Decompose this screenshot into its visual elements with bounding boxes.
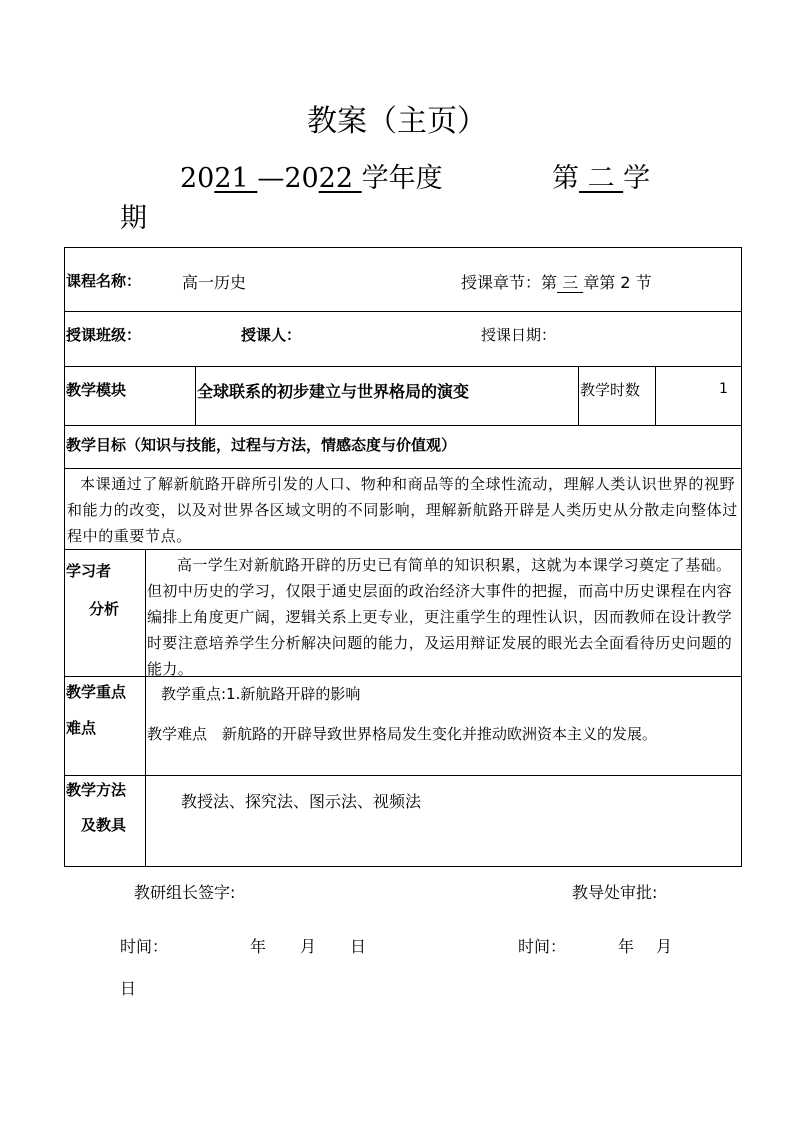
row-divider [65, 311, 741, 312]
year-suffix: 学年度 [361, 163, 443, 194]
chapter-label: 授课章节： [461, 273, 542, 292]
year-label-left: 年 [250, 937, 267, 956]
hours-value: 1 [719, 381, 728, 397]
year-label-right: 年 [618, 937, 635, 956]
year-end: 22 [318, 163, 362, 194]
course-value: 高一历史 [182, 273, 247, 292]
chapter-number: 三 [557, 273, 584, 292]
course-label: 课程名称： [66, 272, 142, 290]
year-start: 21 [214, 163, 258, 194]
day-label-left: 日 [350, 937, 367, 956]
row-divider [65, 549, 741, 550]
goals-text: 本课通过了解新航路开辟所引发的人口、物种和商品等的全球性流动，理解人类认识世界的视野和能力的改变，以及对世界各区域文明的不同影响，理解新航路开辟是人类历史从分散走向整体过程中的重要节点。 [67, 475, 738, 545]
col-divider [195, 366, 196, 425]
teacher-label: 授课人： [241, 326, 302, 344]
term-prefix: 第 [552, 163, 579, 194]
chapter-suffix: 章第 2 节 [583, 273, 652, 292]
row-divider [65, 366, 741, 367]
time-label-right: 时间： [518, 937, 567, 956]
learner-label-1: 学习者 [66, 562, 112, 580]
chapter [461, 270, 652, 293]
hours-label: 教学时数 [580, 381, 641, 399]
month-label-left: 月 [300, 937, 317, 956]
col-divider [145, 549, 146, 867]
key-label-2: 难点 [66, 719, 97, 737]
module-label: 教学模块 [66, 381, 127, 399]
date-label: 授课日期： [481, 326, 557, 344]
year-dash: —20 [257, 163, 319, 194]
page-title: 教案（主页） [307, 104, 487, 139]
module-value: 全球联系的初步建立与世界格局的演变 [197, 382, 470, 401]
term-wrap: 期 [120, 203, 147, 234]
row-divider [65, 468, 741, 469]
row-divider [65, 425, 741, 426]
term [552, 156, 650, 195]
learner-text: 高一学生对新航路开辟的历史已有简单的知识积累，这就为本课学习奠定了基础。但初中历史的学习，仅限于通史层面的政治经济大事件的把握，而高中历史课程在内容编排上角度更广阔，逻辑关系上更专业，更注重学生的理性认识，因而教师在设计教学时要注意培养学生分析解决问题的能力，及运用辩证发展的眼光去全面看待历史问题的能力。 [147, 556, 733, 678]
day-label-right: 日 [120, 979, 137, 998]
learner-label-2: 分析 [89, 600, 120, 618]
leader-sign: 教研组长签字: [134, 883, 236, 902]
time-label-left: 时间： [120, 937, 169, 956]
method-label-1: 教学方法 [66, 781, 127, 799]
key-point: 教学重点:1.新航路开辟的影响 [161, 685, 361, 703]
col-divider [578, 366, 579, 425]
office-approve: 教导处审批: [572, 883, 658, 902]
class-label: 授课班级： [66, 326, 142, 344]
month-label-right: 月 [656, 937, 673, 956]
lesson-plan-table [64, 247, 742, 867]
goals-label: 教学目标（知识与技能，过程与方法，情感态度与价值观） [66, 436, 457, 454]
method-label-2: 及教具 [81, 816, 127, 834]
year-prefix: 20 [180, 163, 215, 194]
term-number: 二 [579, 163, 624, 194]
difficulty: 教学难点 新航路的开辟导致世界格局发生变化并推动欧洲资本主义的发展。 [147, 725, 658, 743]
col-divider [655, 366, 656, 425]
key-label-1: 教学重点 [66, 683, 127, 701]
academic-year [180, 156, 443, 195]
method-value: 教授法、探究法、图示法、视频法 [181, 792, 422, 811]
term-suffix: 学 [623, 163, 651, 194]
chapter-prefix: 第 [541, 273, 558, 292]
row-divider [65, 775, 741, 776]
